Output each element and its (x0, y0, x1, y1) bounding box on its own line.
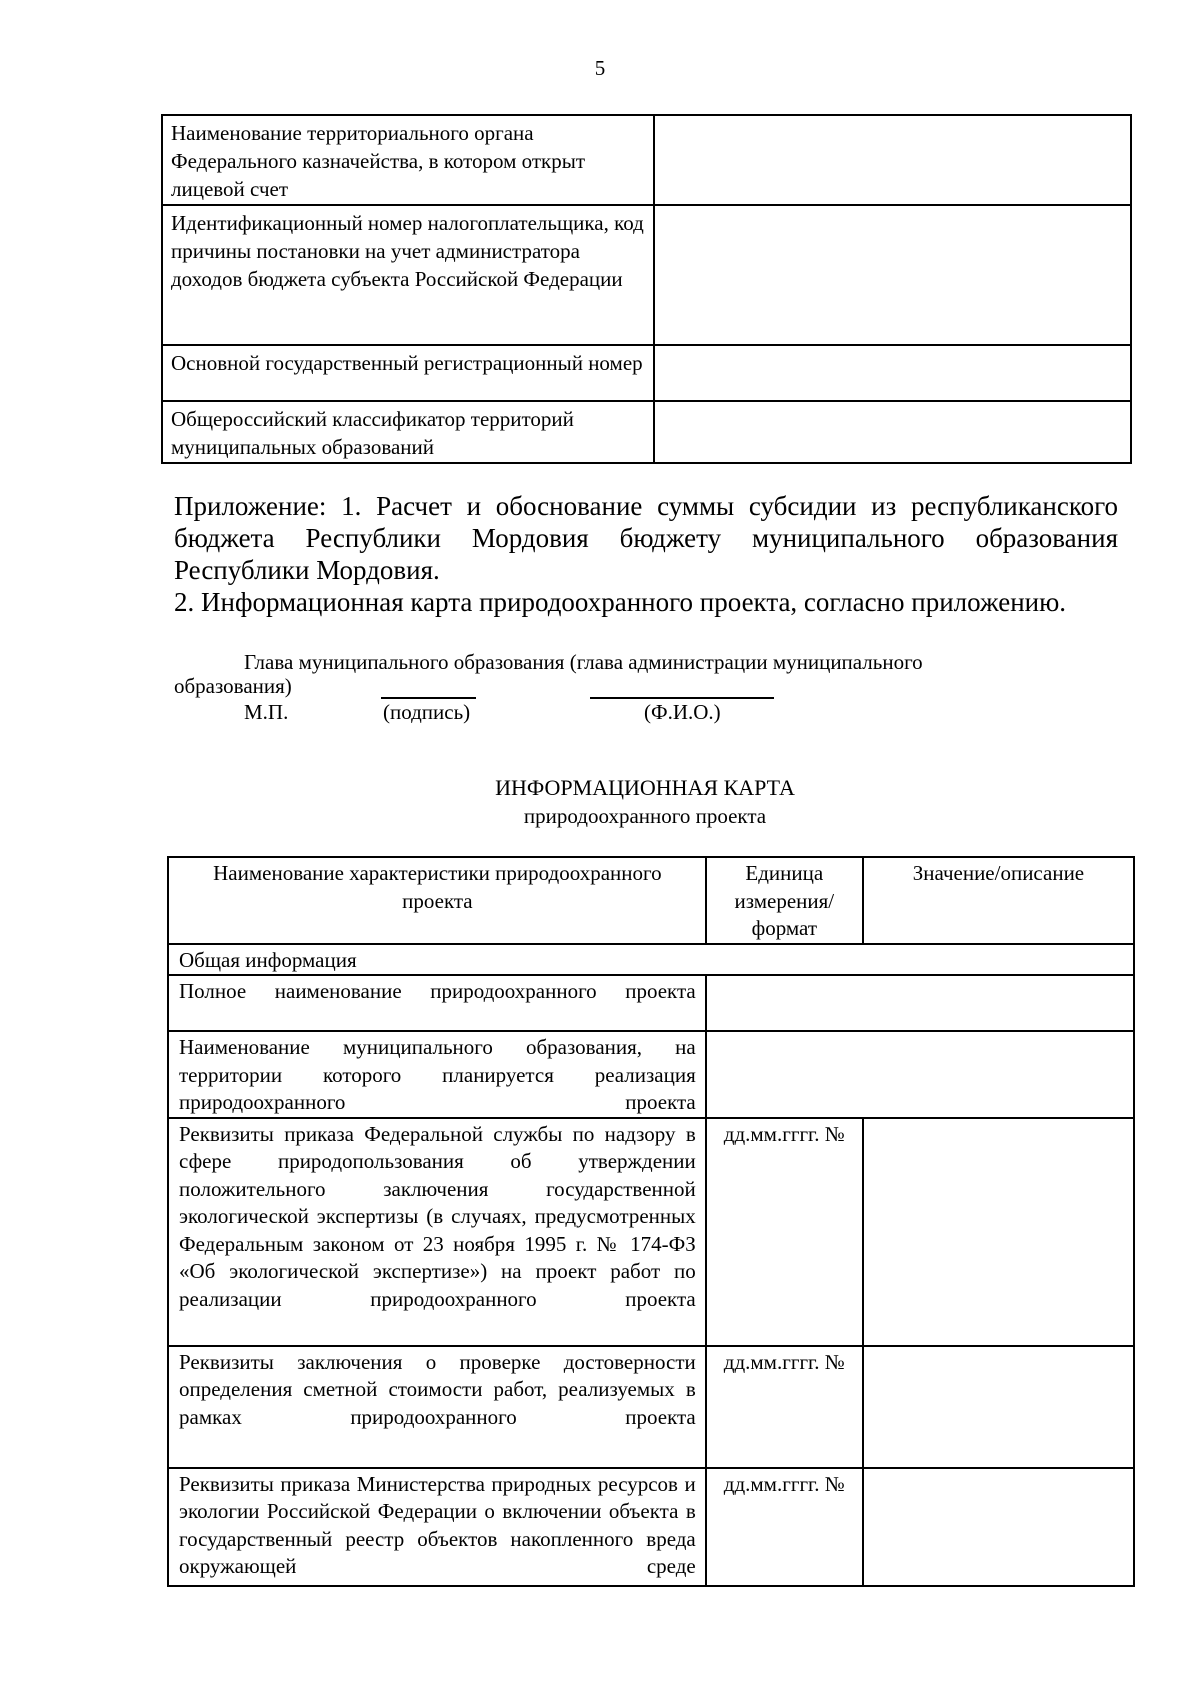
header-value: Значение/описание (863, 857, 1134, 944)
header-name: Наименование характеристики природоохранного проекта (168, 857, 706, 944)
row-label: Общероссийский классификатор территорий муниципальных образований (162, 401, 654, 463)
requisites-table (161, 114, 1132, 464)
annex-block (174, 490, 1118, 618)
row-label: Идентификационный номер налогоплательщика, код причины постановки на учет администратора доходов бюджета субъекта Российской Федерации (162, 205, 654, 345)
fio-caption: (Ф.И.О.) (644, 700, 721, 724)
signature-caption: (подпись) (383, 700, 471, 724)
head-title-line1: Глава муниципального образования (глава администрации муниципального (244, 650, 923, 674)
row-value[interactable] (654, 401, 1131, 463)
table-row (162, 115, 1131, 205)
head-title-line2: образования) (174, 674, 292, 698)
section-general: Общая информация (168, 944, 1134, 976)
table-row (162, 205, 1131, 345)
row-name: Наименование муниципального образования, на территории которого планируется реализация природоохранного проекта (168, 1031, 706, 1118)
row-label: Основной государственный регистрационный номер (162, 345, 654, 401)
row-value[interactable] (863, 1468, 1134, 1586)
row-value[interactable] (863, 1346, 1134, 1468)
row-name: Полное наименование природоохранного проекта (168, 975, 706, 1031)
table-row (162, 345, 1131, 401)
annex-item-1: Приложение: 1. Расчет и обоснование суммы субсидии из республиканского бюджета Республики Мордовия бюджету муниципального образования Республики Мордовия. (174, 491, 1118, 585)
signature-block (174, 650, 1118, 726)
table-row (168, 975, 1134, 1031)
table-row (168, 1468, 1134, 1586)
page-number: 5 (594, 56, 606, 80)
table-row (168, 1031, 1134, 1118)
row-name: Реквизиты заключения о проверке достоверности определения сметной стоимости работ, реализуемых в рамках природоохранного проекта (168, 1346, 706, 1468)
row-unit: дд.мм.гггг. № (706, 1118, 863, 1346)
row-value[interactable] (654, 205, 1131, 345)
row-value[interactable] (706, 1031, 1134, 1118)
table-row (168, 1346, 1134, 1468)
info-card-title: ИНФОРМАЦИОННАЯ КАРТА (495, 775, 795, 800)
stamp-label: М.П. (244, 700, 289, 724)
fio-line[interactable] (590, 674, 774, 699)
info-card-table (167, 856, 1135, 1587)
row-unit: дд.мм.гггг. № (706, 1346, 863, 1468)
table-row (162, 401, 1131, 463)
row-name: Реквизиты приказа Министерства природных ресурсов и экологии Российской Федерации о включении объекта в государственный реестр объектов накопленного вреда окружающей среде (168, 1468, 706, 1586)
annex-item-2: 2. Информационная карта природоохранного проекта, согласно приложению. (174, 587, 1067, 617)
row-unit: дд.мм.гггг. № (706, 1468, 863, 1586)
row-name: Реквизиты приказа Федеральной службы по надзору в сфере природопользования об утверждении положительного заключения государственной экологической экспертизы (в случаях, предусмотренных Федеральным законом от 23 ноября 1995 г. № 174-ФЗ «Об экологической экспертизе») на проект работ по реализации природоохранного проекта (168, 1118, 706, 1346)
row-value[interactable] (706, 975, 1134, 1031)
section-row (168, 944, 1134, 976)
table-header-row (168, 857, 1134, 944)
info-card-subtitle: природоохранного проекта (523, 804, 767, 828)
header-unit: Единица измерения/ формат (706, 857, 863, 944)
row-value[interactable] (654, 115, 1131, 205)
table-row (168, 1118, 1134, 1346)
row-value[interactable] (654, 345, 1131, 401)
row-label: Наименование территориального органа Федерального казначейства, в котором открыт лицевой счет (162, 115, 654, 205)
signature-line[interactable] (381, 674, 476, 699)
row-value[interactable] (863, 1118, 1134, 1346)
